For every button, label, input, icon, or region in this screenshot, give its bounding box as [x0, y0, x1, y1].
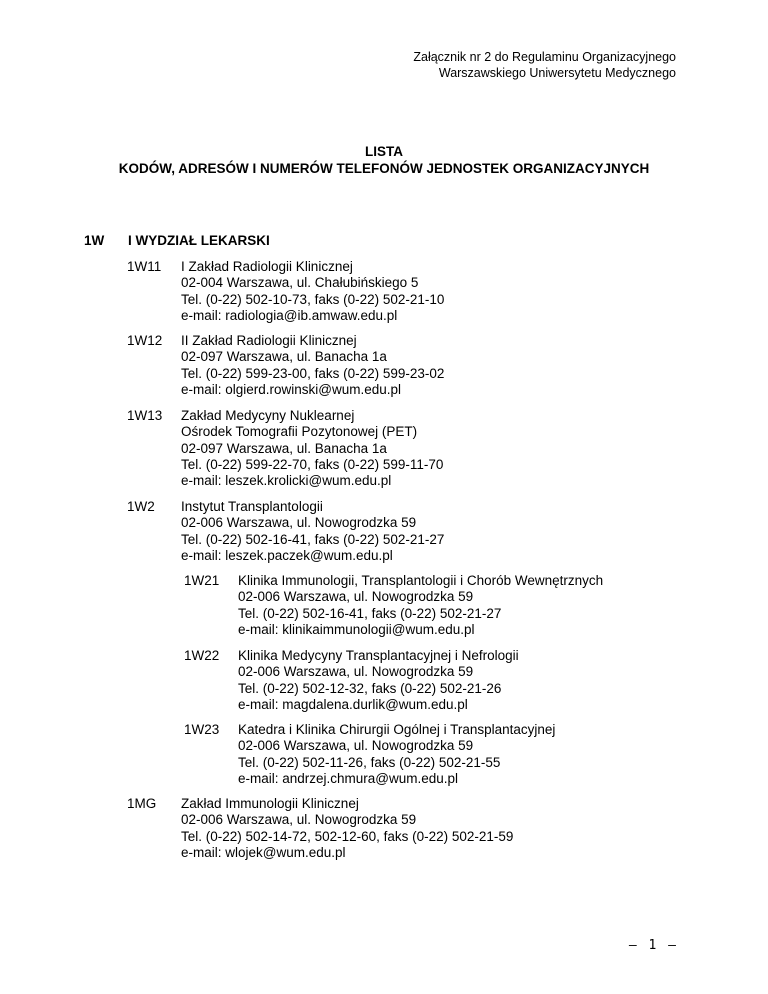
page-number: – 1 – [628, 938, 678, 953]
unit-address: 02-006 Warszawa, ul. Nowogrodzka 59 [181, 515, 417, 531]
unit-phone: Tel. (0-22) 502-11-26, faks (0-22) 502-21-55 [238, 754, 501, 770]
unit-code: 1W21 [184, 573, 220, 588]
unit-address: 02-006 Warszawa, ul. Nowogrodzka 59 [238, 589, 474, 605]
unit-code: 1W13 [127, 408, 163, 423]
unit-address: 02-097 Warszawa, ul. Banacha 1a [181, 349, 387, 365]
unit-code: 1W2 [127, 499, 155, 514]
unit-phone: Tel. (0-22) 502-14-72, 502-12-60, faks (0-22) 502-21-59 [181, 828, 514, 844]
unit-subunit: Ośrodek Tomografii Pozytonowej (PET) [181, 424, 418, 440]
unit-phone: Tel. (0-22) 502-12-32, faks (0-22) 502-21-26 [238, 680, 502, 696]
unit-name: II Zakład Radiologii Klinicznej [181, 333, 357, 348]
unit-email: e-mail: olgierd.rowinski@wum.edu.pl [181, 381, 402, 397]
unit-email: e-mail: magdalena.durlik@wum.edu.pl [238, 696, 468, 712]
unit-name: Klinika Immunologii, Transplantologii i Chorób Wewnętrznych [238, 573, 604, 588]
unit-email: e-mail: leszek.krolicki@wum.edu.pl [181, 473, 392, 489]
unit-email: e-mail: wlojek@wum.edu.pl [181, 844, 346, 860]
unit-name: I Zakład Radiologii Klinicznej [181, 259, 353, 274]
unit-code: 1W22 [184, 648, 220, 663]
attachment-note-line-1: Załącznik nr 2 do Regulaminu Organizacyjnego [413, 50, 676, 64]
unit-name: Klinika Medycyny Transplantacyjnej i Nefrologii [238, 648, 519, 663]
unit-email: e-mail: klinikaimmunologii@wum.edu.pl [238, 621, 475, 637]
unit-name: Instytut Transplantologii [181, 499, 323, 514]
unit-code: 1W12 [127, 333, 163, 348]
unit-name: Katedra i Klinika Chirurgii Ogólnej i Transplantacyjnej [238, 722, 556, 737]
attachment-note-line-2: Warszawskiego Uniwersytetu Medycznego [438, 66, 676, 80]
document-title [0, 143, 768, 177]
faculty-code: 1W [84, 233, 105, 248]
unit-phone: Tel. (0-22) 502-16-41, faks (0-22) 502-21-27 [238, 605, 502, 621]
unit-code: 1W11 [127, 259, 162, 274]
unit-address: 02-006 Warszawa, ul. Nowogrodzka 59 [238, 738, 474, 754]
unit-code: 1W23 [184, 722, 220, 737]
unit-code: 1MG [127, 796, 157, 811]
faculty-name: I WYDZIAŁ LEKARSKI [128, 233, 270, 248]
unit-email: e-mail: radiologia@ib.amwaw.edu.pl [181, 307, 398, 323]
document-title-line-1: LISTA [365, 144, 403, 159]
unit-name: Zakład Medycyny Nuklearnej [181, 408, 355, 423]
unit-email: e-mail: leszek.paczek@wum.edu.pl [181, 547, 393, 563]
document-title-line-2: KODÓW, ADRESÓW I NUMERÓW TELEFONÓW JEDNOSTEK ORGANIZACYJNYCH [118, 161, 650, 176]
unit-phone: Tel. (0-22) 599-23-00, faks (0-22) 599-23-02 [181, 365, 445, 381]
unit-address: 02-006 Warszawa, ul. Nowogrodzka 59 [181, 812, 417, 828]
unit-address: 02-006 Warszawa, ul. Nowogrodzka 59 [238, 664, 474, 680]
unit-address: 02-004 Warszawa, ul. Chałubińskiego 5 [181, 275, 419, 291]
unit-phone: Tel. (0-22) 502-10-73, faks (0-22) 502-21-10 [181, 291, 445, 307]
unit-address: 02-097 Warszawa, ul. Banacha 1a [181, 440, 387, 456]
unit-phone: Tel. (0-22) 599-22-70, faks (0-22) 599-11-70 [181, 456, 444, 472]
attachment-note [413, 49, 676, 81]
unit-email: e-mail: andrzej.chmura@wum.edu.pl [238, 770, 459, 786]
unit-phone: Tel. (0-22) 502-16-41, faks (0-22) 502-21-27 [181, 531, 445, 547]
faculty-heading [84, 232, 270, 249]
unit-name: Zakład Immunologii Klinicznej [181, 796, 359, 811]
